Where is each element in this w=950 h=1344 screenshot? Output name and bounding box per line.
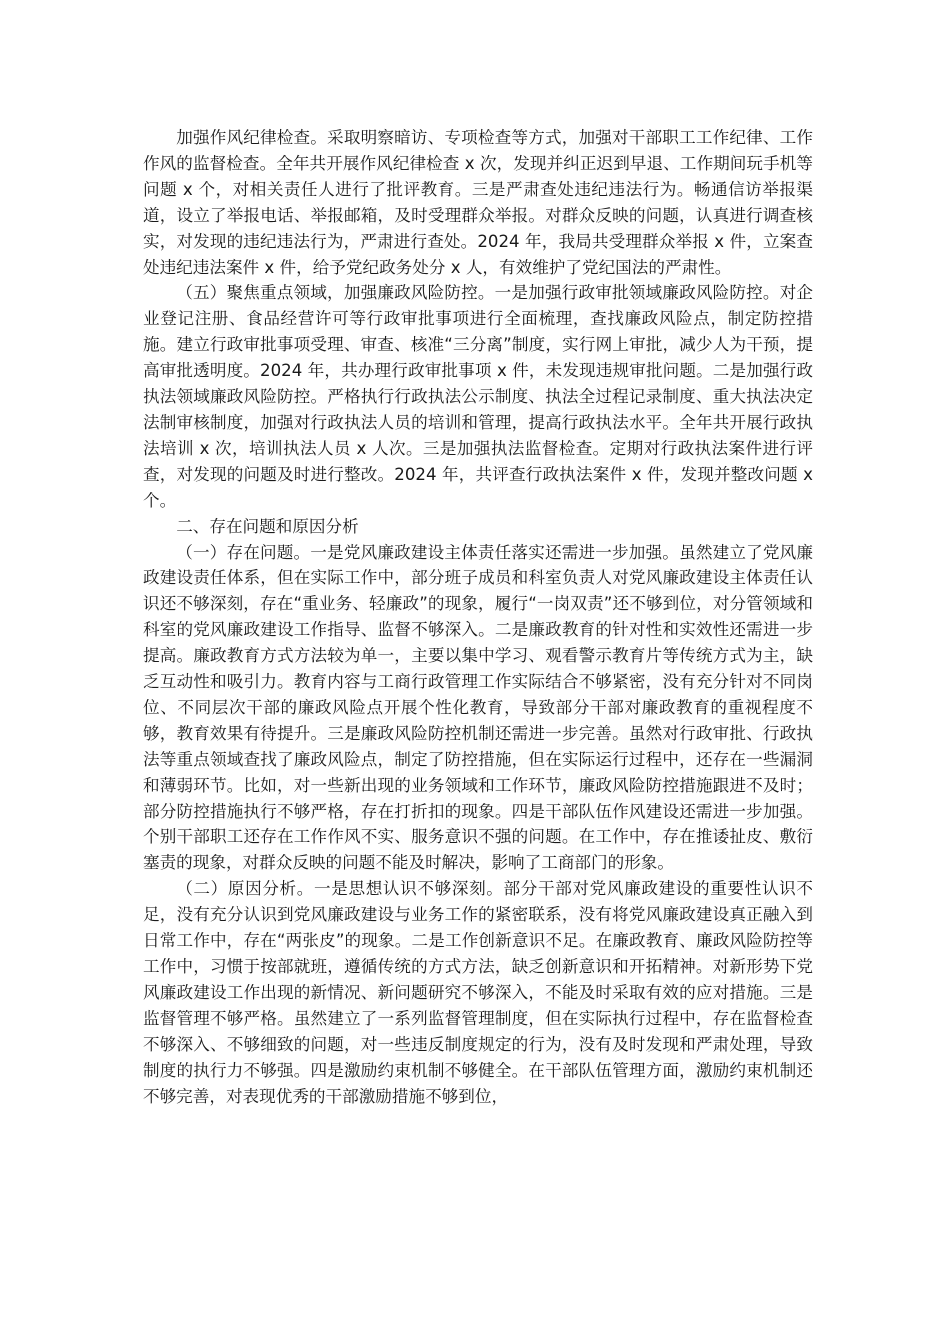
- section-heading-problems-analysis: 二、存在问题和原因分析: [176, 516, 359, 536]
- paragraph-existing-problems: （一）存在问题。一是党风廉政建设主体责任落实还需进一步加强。虽然建立了党风廉政建设责任体系，但在实际工作中，部分班子成员和科室负责人对党风廉政建设主体责任认识还不够深刻，存在“重业务、轻廉政”的现象，履行“一岗双责”还不够到位，对分管领域和科室的党风廉政建设工作指导、监督不够深入。二是廉政教育的针对性和实效性还需进一步提高。廉政教育方式方法较为单一，主要以集中学习、观看警示教育片等传统方式为主，缺乏互动性和吸引力。教育内容与工商行政管理工作实际结合不够紧密，没有充分针对不同岗位、不同层次干部的廉政风险点开展个性化教育，导致部分干部对廉政教育的重视程度不够，教育效果有待提升。三是廉政风险防控机制还需进一步完善。虽然对行政审批、行政执法等重点领域查找了廉政风险点，制定了防控措施，但在实际运行过程中，还存在一些漏洞和薄弱环节。比如，对一些新出现的业务领域和工作环节，廉政风险防控措施跟进不及时；部分防控措施执行不够严格，存在打折扣的现象。四是干部队伍作风建设还需进一步加强。个别干部职工还存在工作作风不实、服务意识不强的问题。在工作中，存在推诿扯皮、敷衍塞责的现象，对群众反映的问题不能及时解决，影响了工商部门的形象。: [143, 542, 813, 873]
- paragraph-discipline-inspection: 加强作风纪律检查。采取明察暗访、专项检查等方式，加强对干部职工工作纪律、工作作风的监督检查。全年共开展作风纪律检查 x 次，发现并纠正迟到早退、工作期间玩手机等问题 x 个，对相关责任人进行了批评教育。三是严肃查处违纪违法行为。畅通信访举报渠道，设立了举报电话、举报邮箱，及时受理群众举报。对群众反映的问题，认真进行调查核实，对发现的违纪违法行为，严肃进行查处。2024 年，我局共受理群众举报 x 件，立案查处违纪违法案件 x 件，给予党纪政务处分 x 人，有效维护了党纪国法的严肃性。: [143, 128, 813, 277]
- paragraph-cause-analysis: （二）原因分析。一是思想认识不够深刻。部分干部对党风廉政建设的重要性认识不足，没有充分认识到党风廉政建设与业务工作的紧密联系，没有将党风廉政建设真正融入到日常工作中，存在“两张皮”的现象。二是工作创新意识不足。在廉政教育、廉政风险防控等工作中，习惯于按部就班，遵循传统的方式方法，缺乏创新意识和开拓精神。对新形势下党风廉政建设工作出现的新情况、新问题研究不够深入，不能及时采取有效的应对措施。三是监督管理不够严格。虽然建立了一系列监督管理制度，但在实际执行过程中，存在监督检查不够深入、不够细致的问题，对一些违反制度规定的行为，没有及时发现和严肃处理，导致制度的执行力不够强。四是激励约束机制不够健全。在干部队伍管理方面，激励约束机制还不够完善，对表现优秀的干部激励措施不够到位，: [143, 879, 813, 1106]
- document-body: [143, 125, 813, 1109]
- paragraph-risk-prevention: （五）聚焦重点领域，加强廉政风险防控。一是加强行政审批领域廉政风险防控。对企业登记注册、食品经营许可等行政审批事项进行全面梳理，查找廉政风险点，制定防控措施。建立行政审批事项受理、审查、核准“三分离”制度，实行网上审批，减少人为干预，提高审批透明度。2024 年，共办理行政审批事项 x 件，未发现违规审批问题。二是加强行政执法领域廉政风险防控。严格执行行政执法公示制度、执法全过程记录制度、重大执法决定法制审核制度，加强对行政执法人员的培训和管理，提高行政执法水平。全年共开展行政执法培训 x 次，培训执法人员 x 人次。三是加强执法监督检查。定期对行政执法案件进行评查，对发现的问题及时进行整改。2024 年，共评查行政执法案件 x 件，发现并整改问题 x 个。: [143, 283, 813, 510]
